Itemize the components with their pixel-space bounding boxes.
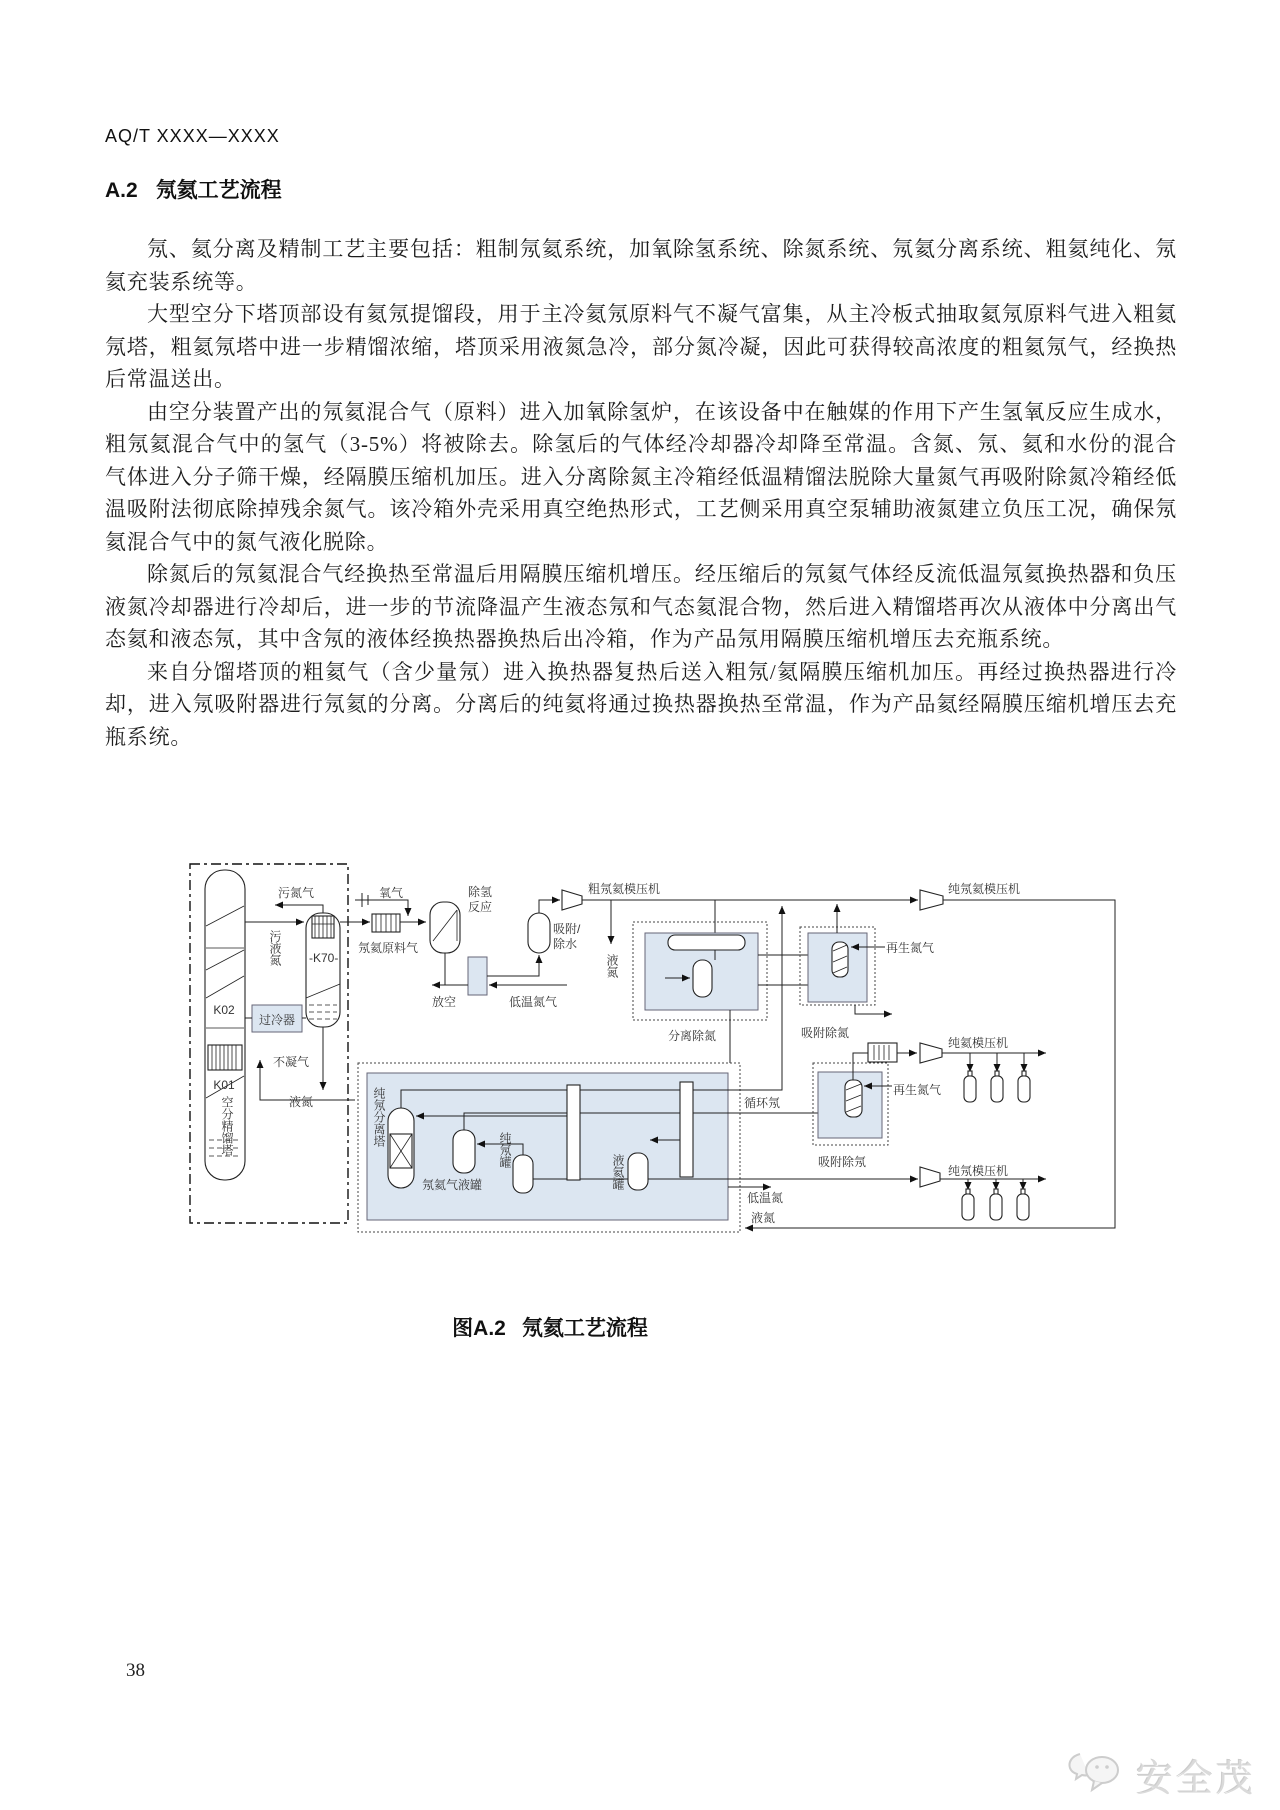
label-pure-ne-sep-column: 纯氖分离塔 <box>372 1087 386 1147</box>
label-liquid-n2-c: 液氮 <box>751 1211 776 1225</box>
feed-gas-compressor <box>372 914 400 932</box>
heat-exchanger-bar-1 <box>567 1085 580 1180</box>
cooler-box <box>468 957 487 995</box>
label-oxygen: 氧气 <box>379 886 404 900</box>
label-air-sep-column: 空分精馏塔 <box>220 1096 234 1156</box>
label-adsorb-de-neon: 吸附除氖 <box>818 1155 867 1169</box>
denitrogen-vessel <box>693 960 712 997</box>
section-number: A.2 <box>105 179 138 202</box>
label-non-condensable: 不凝气 <box>273 1055 310 1069</box>
figure-caption-number: 图A.2 <box>452 1317 506 1340</box>
crude-nehe-compressor <box>562 890 582 910</box>
watermark-text: 安全茂 <box>1136 1757 1256 1799</box>
label-adsorb-1: 吸附/ <box>553 922 581 936</box>
adsorb-de-neon-vessel <box>845 1080 862 1117</box>
label-k02: K02 <box>213 1003 235 1017</box>
section-heading <box>105 174 282 204</box>
wechat-bubbles-icon <box>1066 1744 1130 1805</box>
label-pure-he-compressor: 纯氦模压机 <box>948 1036 1009 1050</box>
label-pure-ne-compressor: 纯氖模压机 <box>948 1164 1009 1178</box>
h2-removal-reactor <box>430 902 460 953</box>
label-liquid-he-tank: 液氦罐 <box>611 1154 625 1190</box>
label-waste-n2: 污氮气 <box>278 886 315 900</box>
label-vent: 放空 <box>432 995 457 1009</box>
paragraph: 氖、氦分离及精制工艺主要包括：粗制氖氦系统，加氧除氢系统、除氮系统、氖氦分离系统、粗氦纯化、氖氦充装系统等。 <box>105 237 1177 294</box>
adsorb-dewater-vessel <box>528 913 550 953</box>
page-number: 38 <box>126 1660 145 1681</box>
label-pure-ne-tank: 纯氖罐 <box>498 1132 512 1168</box>
paragraph: 来自分馏塔顶的粗氦气（含少量氖）进入换热器复热后送入粗氖/氦隔膜压缩机加压。再经过换热器进行冷却，进入氖吸附器进行氖氦的分离。分离后的纯氦将通过换热器换热至常温，作为产品氦经隔膜压缩机增压去充瓶系统。 <box>105 659 1177 749</box>
watermark <box>1066 1744 1256 1805</box>
label-h2-removal-2: 反应 <box>468 900 493 914</box>
pure-neon-coldbox-blue <box>367 1073 728 1220</box>
label-nehe-gas-liquid-tank: 氖氦气液罐 <box>422 1178 483 1192</box>
label-sep-denitrogen: 分离除氮 <box>668 1029 717 1043</box>
section-title: 氖氦工艺流程 <box>155 179 282 202</box>
paragraph: 除氮后的氖氦混合气经换热至常温后用隔膜压缩机增压。经压缩后的氖氦气体经反流低温氖氦换热器和负压液氮冷却器进行冷却后，进一步的节流降温产生液态氖和气态氦混合物，然后进入精馏塔再次从液体中分离出气态氦和液态氖，其中含氖的液体经换热器换热后出冷箱，作为产品氖用隔膜压缩机增压去充瓶系统。 <box>105 562 1177 651</box>
label-feed-gas: 氖氦原料气 <box>358 941 419 955</box>
nehe-gas-liquid-tank <box>453 1130 475 1173</box>
label-waste-liquid-n2: 污液氮 <box>268 930 282 966</box>
label-h2-removal-1: 除氢 <box>468 885 493 899</box>
paragraph: 大型空分下塔顶部设有氦氖提馏段，用于主冷氦氖原料气不凝气富集，从主冷板式抽取氦氖原料气进入粗氦氖塔，粗氦氖塔中进一步精馏浓缩，塔顶采用液氮急冷，部分氮冷凝，因此可获得较高浓度的粗氦氖气，经换热后常温送出。 <box>105 302 1177 391</box>
process-flow-diagram <box>155 848 1125 1240</box>
label-adsorb-2: 除水 <box>553 937 578 951</box>
label-crude-compressor: 粗氖氦模压机 <box>588 882 661 896</box>
horizontal-vessel <box>668 935 745 950</box>
paragraph: 由空分装置产出的氖氦混合气（原料）进入加氧除氢炉，在该设备中在触媒的作用下产生氢氧反应生成水，粗氖氦混合气中的氢气（3-5%）将被除去。除氢后的气体经冷却器冷却降至常温。含氮、氖、氦和水份的混合气体进入分子筛干燥，经隔膜压缩机加压。进入分离除氮主冷箱经低温精馏法脱除大量氮气再吸附除氮冷箱经低温吸附法彻底除掉残余氮气。该冷箱外壳采用真空绝热形式，工艺侧采用真空泵辅助液氮建立负压工况，确保氖氦混合气中的氮气液化脱除。 <box>105 399 1177 554</box>
pure-neon-tank <box>513 1155 533 1193</box>
document-number-header: AQ/T XXXX—XXXX <box>105 126 280 146</box>
figure-caption-title: 氖氦工艺流程 <box>521 1317 648 1340</box>
label-circulating-ne: 循环氖 <box>744 1096 781 1110</box>
label-cold-n2-gas: 低温氮气 <box>509 995 558 1009</box>
label-liquid-n2-b: 液氮 <box>605 954 619 978</box>
regeneration-heater <box>868 1043 897 1062</box>
label-regen-n2-b: 再生氮气 <box>893 1083 942 1097</box>
adsorb-denitrogen-vessel <box>832 942 848 977</box>
heat-exchanger-bar-2 <box>680 1082 693 1177</box>
pure-neon-separation-column <box>388 1108 414 1188</box>
label-k01: K01 <box>213 1078 235 1092</box>
liquid-helium-tank <box>628 1153 648 1190</box>
figure-caption <box>155 1312 945 1342</box>
helium-cylinders <box>964 1071 1030 1102</box>
body-text <box>105 233 1177 753</box>
label-k70: -K70- <box>309 951 339 965</box>
label-liquid-n2-a: 液氮 <box>289 1095 314 1109</box>
pure-he-compressor <box>920 1043 942 1063</box>
label-subcooler: 过冷器 <box>258 1013 296 1027</box>
label-regen-n2-a: 再生氮气 <box>886 941 935 955</box>
pure-nehe-compressor <box>920 890 943 910</box>
pure-ne-compressor <box>920 1167 940 1187</box>
process-flow-figure <box>155 848 1125 1240</box>
label-adsorb-denitrogen: 吸附除氮 <box>801 1026 850 1040</box>
label-cold-n2: 低温氮 <box>747 1191 784 1205</box>
neon-cylinders <box>962 1189 1029 1220</box>
label-pure-nehe-compressor: 纯氖氦模压机 <box>948 882 1021 896</box>
k70-column <box>306 913 340 1027</box>
